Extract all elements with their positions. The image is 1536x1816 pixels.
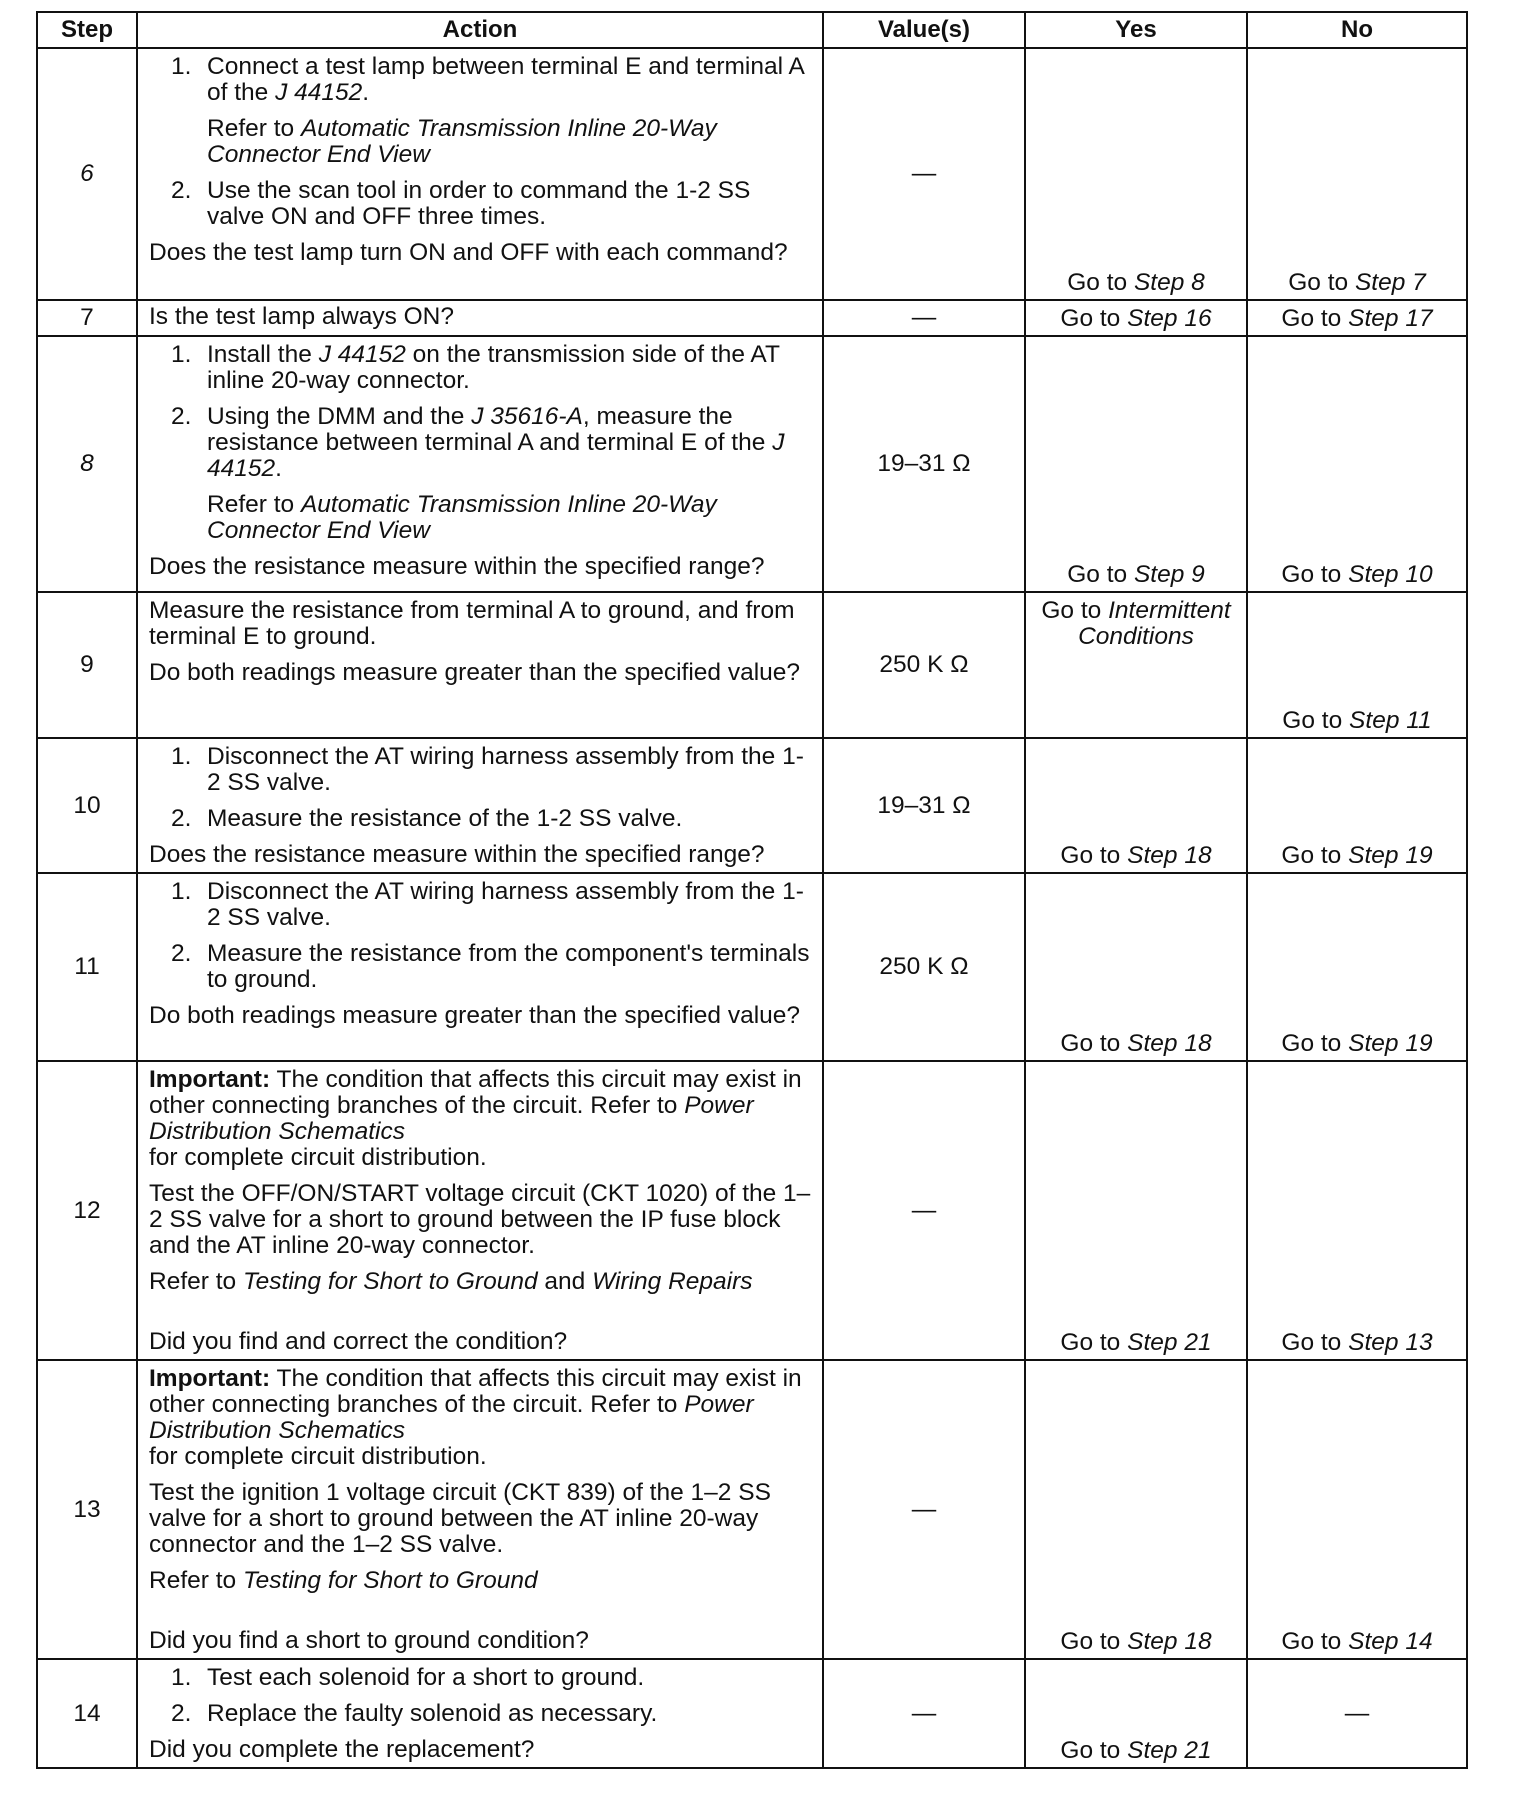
goto-step-link: Step 18 — [1127, 1030, 1212, 1057]
table-row-step-12 — [37, 1061, 1467, 1360]
goto-step-link: Step 18 — [1127, 842, 1212, 869]
no-cell: Go to Step 11 — [1247, 592, 1467, 738]
goto-step-link: Step 16 — [1127, 305, 1212, 332]
question-text: Does the test lamp turn ON and OFF with each command? — [149, 239, 788, 266]
diagnostic-table — [36, 11, 1468, 1769]
table-row-step-13 — [37, 1360, 1467, 1659]
goto-step-link: Step 19 — [1348, 1030, 1433, 1057]
yes-cell: Go to Intermittent Conditions — [1025, 592, 1247, 738]
refer-text: Refer to Testing for Short to Ground — [149, 1567, 538, 1594]
action-cell — [137, 592, 823, 738]
list-item: 2. Replace the faulty solenoid as necessary. — [171, 1700, 658, 1727]
goto-step-link: Step 21 — [1127, 1737, 1212, 1764]
list-item: 2. Using the DMM and the J 35616-A, measure the resistance between terminal A and terminal E of the J 44152. — [171, 403, 785, 482]
yes-cell: Go to Step 8 — [1025, 48, 1247, 300]
header-step: Step — [37, 12, 137, 48]
step-number: 13 — [37, 1360, 137, 1659]
value-cell: 19–31 Ω — [823, 738, 1025, 873]
question-text: Did you complete the replacement? — [149, 1736, 535, 1763]
list-item: 2. Measure the resistance from the component's terminals to ground. — [171, 940, 810, 993]
list-item: 2. Use the scan tool in order to command the 1-2 SS valve ON and OFF three times. — [171, 177, 751, 230]
action-cell — [137, 300, 823, 336]
yes-cell: Go to Step 18 — [1025, 873, 1247, 1061]
question-text: Did you find a short to ground condition? — [149, 1627, 589, 1654]
question-text: Does the resistance measure within the specified range? — [149, 553, 765, 580]
important-note: Important: The condition that affects this circuit may exist in other connecting branches of the circuit. Refer to Power Distribution Schematics for complete circuit distribution. — [149, 1365, 802, 1470]
question-text: Is the test lamp always ON? — [149, 303, 455, 330]
goto-step-link: Step 14 — [1348, 1628, 1433, 1655]
instruction-text: Test the OFF/ON/START voltage circuit (CKT 1020) of the 1–2 SS valve for a short to ground between the IP fuse block and the AT inline 20-way connector. — [149, 1180, 811, 1259]
value-cell: — — [823, 300, 1025, 336]
list-item: 1. Test each solenoid for a short to ground. — [171, 1664, 645, 1691]
value-cell: — — [823, 48, 1025, 300]
step-number: 11 — [37, 873, 137, 1061]
value-cell: 250 K Ω — [823, 592, 1025, 738]
question-text: Do both readings measure greater than the specified value? — [149, 1002, 801, 1029]
question-text: Do both readings measure greater than the specified value? — [149, 659, 801, 686]
reference-link: Automatic Transmission Inline 20-Way Connector End View — [207, 491, 717, 544]
instruction-text: Measure the resistance from terminal A to ground, and from terminal E to ground. — [149, 597, 795, 650]
value-cell: 19–31 Ω — [823, 336, 1025, 592]
yes-cell: Go to Step 9 — [1025, 336, 1247, 592]
value-cell: — — [823, 1061, 1025, 1360]
table-row-step-14 — [37, 1659, 1467, 1768]
step-number: 8 — [37, 336, 137, 592]
table-row-step-6 — [37, 48, 1467, 300]
no-cell: — — [1247, 1659, 1467, 1768]
yes-cell: Go to Step 21 — [1025, 1061, 1247, 1360]
action-cell — [137, 738, 823, 873]
value-cell: — — [823, 1659, 1025, 1768]
table-row-step-9 — [37, 592, 1467, 738]
goto-step-link: Step 8 — [1133, 269, 1205, 296]
goto-step-link: Step 13 — [1348, 1329, 1433, 1356]
value-cell: 250 K Ω — [823, 873, 1025, 1061]
step-number: 7 — [37, 300, 137, 336]
step-number: 10 — [37, 738, 137, 873]
goto-step-link: Step 11 — [1349, 707, 1432, 734]
question-text: Did you find and correct the condition? — [149, 1328, 568, 1355]
refer-text: Refer to Testing for Short to Ground and Wiring Repairs — [149, 1268, 753, 1295]
reference-link: Testing for Short to Ground — [242, 1268, 538, 1295]
no-cell: Go to Step 19 — [1247, 738, 1467, 873]
header-no: No — [1247, 12, 1467, 48]
yes-cell: Go to Step 21 — [1025, 1659, 1247, 1768]
action-cell — [137, 48, 823, 300]
step-number: 14 — [37, 1659, 137, 1768]
step-number: 6 — [37, 48, 137, 300]
value-cell: — — [823, 1360, 1025, 1659]
list-item: 1. Disconnect the AT wiring harness assembly from the 1-2 SS valve. — [171, 743, 804, 796]
action-cell — [137, 336, 823, 592]
reference-link: Power Distribution Schematics — [149, 1391, 754, 1444]
goto-step-link: Step 19 — [1348, 842, 1433, 869]
list-item: 2. Measure the resistance of the 1-2 SS valve. — [171, 805, 683, 832]
table-row-step-10 — [37, 738, 1467, 873]
diagnostic-table-wrapper — [36, 11, 1468, 1769]
step-number: 9 — [37, 592, 137, 738]
goto-step-link: Step 18 — [1127, 1628, 1212, 1655]
header-row — [37, 12, 1467, 48]
instruction-text: Test the ignition 1 voltage circuit (CKT 839) of the 1–2 SS valve for a short to ground between the AT inline 20-way connector and the 1–2 SS valve. — [149, 1479, 771, 1558]
goto-step-link: Step 17 — [1348, 305, 1433, 332]
no-cell: Go to Step 19 — [1247, 873, 1467, 1061]
header-yes: Yes — [1025, 12, 1247, 48]
no-cell: Go to Step 17 — [1247, 300, 1467, 336]
yes-cell: Go to Step 18 — [1025, 738, 1247, 873]
goto-step-link: Step 21 — [1127, 1329, 1212, 1356]
action-cell — [137, 873, 823, 1061]
goto-step-link: Step 10 — [1348, 561, 1433, 588]
refer-text: Refer to Automatic Transmission Inline 20-Way Connector End View — [207, 115, 717, 168]
action-cell — [137, 1659, 823, 1768]
action-cell — [137, 1061, 823, 1360]
reference-link: Automatic Transmission Inline 20-Way Connector End View — [207, 115, 717, 168]
goto-step-link: Step 9 — [1133, 561, 1205, 588]
goto-step-link: Step 7 — [1354, 269, 1426, 296]
important-label: Important: — [149, 1365, 271, 1392]
yes-cell: Go to Step 16 — [1025, 300, 1247, 336]
list-item: 1. Disconnect the AT wiring harness assembly from the 1-2 SS valve. — [171, 878, 804, 931]
important-note: Important: The condition that affects this circuit may exist in other connecting branches of the circuit. Refer to Power Distribution Schematics for complete circuit distribution. — [149, 1066, 802, 1171]
header-action: Action — [137, 12, 823, 48]
important-label: Important: — [149, 1066, 271, 1093]
reference-link: Wiring Repairs — [592, 1268, 753, 1295]
step-number: 12 — [37, 1061, 137, 1360]
table-row-step-8 — [37, 336, 1467, 592]
list-item: 1. Connect a test lamp between terminal E and terminal A of the J 44152. — [171, 53, 804, 106]
table-row-step-11 — [37, 873, 1467, 1061]
no-cell: Go to Step 7 — [1247, 48, 1467, 300]
question-text: Does the resistance measure within the specified range? — [149, 841, 765, 868]
header-values: Value(s) — [823, 12, 1025, 48]
list-item: 1. Install the J 44152 on the transmission side of the AT inline 20-way connector. — [171, 341, 780, 394]
goto-reference-link: Intermittent Conditions — [1078, 597, 1231, 650]
refer-text: Refer to Automatic Transmission Inline 20-Way Connector End View — [207, 491, 717, 544]
yes-cell: Go to Step 18 — [1025, 1360, 1247, 1659]
table-row-step-7 — [37, 300, 1467, 336]
reference-link: Power Distribution Schematics — [149, 1092, 754, 1145]
no-cell: Go to Step 10 — [1247, 336, 1467, 592]
action-cell — [137, 1360, 823, 1659]
no-cell: Go to Step 13 — [1247, 1061, 1467, 1360]
no-cell: Go to Step 14 — [1247, 1360, 1467, 1659]
reference-link: Testing for Short to Ground — [242, 1567, 538, 1594]
